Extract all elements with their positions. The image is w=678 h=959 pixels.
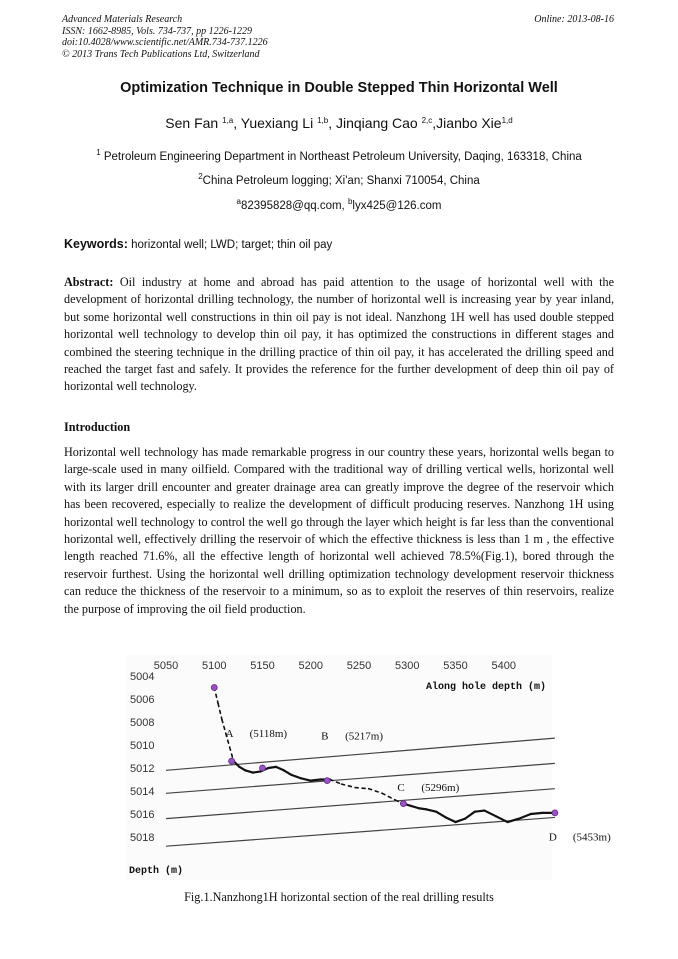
trajectory-marker: [229, 758, 235, 764]
author-name: Jianbo Xie: [436, 115, 502, 131]
author-list: Sen Fan $^{1,a}$, Yuexiang Li $^{1,b}$, Jinqiang Cao $^{2,c}$,Jianbo Xie$^{1,d}$: [165, 115, 513, 131]
email-sup: b: [347, 197, 353, 206]
trajectory-chart: [126, 655, 611, 880]
x-tick-label: 5250: [346, 660, 372, 672]
point-label: D: [548, 831, 557, 844]
author-emails: [0, 197, 678, 212]
keywords-text: horizontal well; LWD; target; thin oil pay: [131, 239, 333, 251]
keywords-label: Keywords:: [64, 237, 128, 251]
y-axis-label: Depth (m): [129, 866, 184, 877]
point-depth-label: (5296m): [421, 782, 460, 794]
author-sup: 1,d: [501, 116, 513, 125]
paper-title: Optimization Technique in Double Stepped Thin Horizontal Well: [120, 80, 558, 96]
point-label: C: [397, 782, 405, 794]
trajectory-segment: [531, 813, 543, 814]
trajectory-marker: [324, 778, 330, 784]
x-tick-label: 5300: [395, 660, 420, 672]
affiliation-text: Petroleum Engineering Department in Northeast Petroleum University, Daqing, 163318, China: [103, 151, 582, 163]
affiliation-2: [0, 172, 678, 187]
issn-line: ISSN: 1662-8985, Vols. 734-737, pp 1226-1229: [62, 25, 252, 37]
trajectory-segment: [475, 811, 485, 812]
x-tick-label: 5200: [298, 660, 323, 672]
point-depth-label: (5118m): [249, 727, 288, 740]
journal-header: [62, 14, 268, 60]
trajectory-marker: [260, 765, 266, 771]
journal-name: Advanced Materials Research: [62, 14, 183, 25]
author-sup: 1,a: [222, 116, 234, 125]
x-tick-label: 5350: [443, 660, 468, 672]
trajectory-marker: [400, 801, 406, 807]
trajectory-segment: [253, 771, 261, 772]
y-tick-label: 5012: [130, 763, 155, 775]
abstract-paragraph: [64, 274, 614, 396]
y-tick-label: 5004: [130, 671, 155, 683]
affiliation-sup: 2: [198, 172, 203, 181]
affiliation-sup: 1: [96, 148, 101, 157]
point-depth-label: (5453m): [572, 831, 611, 844]
point-label: A: [225, 727, 234, 740]
figure-caption: Fig.1.Nanzhong1H horizontal section of the real drilling results: [184, 890, 494, 904]
abstract-label: Abstract:: [64, 275, 114, 289]
introduction-heading: Introduction: [64, 420, 131, 434]
copyright-line: © 2013 Trans Tech Publications Ltd, Switzerland: [62, 48, 260, 60]
trajectory-marker: [211, 685, 217, 691]
email-a: 82395828@qq.com,: [241, 200, 345, 212]
point-label: B: [321, 730, 329, 743]
email-b: lyx425@126.com: [352, 200, 442, 212]
introduction-paragraph: Horizontal well technology has made remarkable progress in our country these years, horizontal wells began to large-scale used in many oilfield. Compared with the traditional way of drilling vertical wells, horizontal well with its larger drill encounter and greater drainage area can greatly improve the degree of the reservoir which has been recovered, especially to realize the development of difficult producing reserves. Nanzhong 1H using horizontal well technology to control the well go through the layer which height is far less than the conventional horizontal well, effectively drilling the reservoir of which the effective thickness is less than 1 m , the effective length reached 71.6%, all the effective length of horizontal well achieved 78.5%(Fig.1), bored through the reservoir furthest. Using the horizontal well drilling optimization technology development reservoir thickness can reduce the thickness of the reservoir to a minimum, so as to exploit the reserves of thin reservoirs, realize the purpose of improving the oil field production.: [64, 445, 614, 616]
author-name: Jinqiang Cao: [335, 115, 418, 131]
trajectory-segment: [268, 767, 276, 768]
x-tick-label: 5050: [153, 660, 179, 672]
author-sup: 2,c: [421, 116, 433, 125]
author-sup: 1,b: [317, 116, 329, 125]
y-tick-label: 5016: [130, 809, 155, 821]
x-tick-label: 5150: [250, 660, 275, 672]
x-axis-label: Along hole depth (m): [426, 682, 547, 693]
email-sup: a: [236, 197, 241, 206]
online-date: Online: 2013-08-16: [534, 14, 614, 25]
author-name: Yuexiang Li: [240, 115, 314, 131]
point-depth-label: (5217m): [345, 730, 384, 743]
trajectory-segment: [311, 780, 321, 781]
trajectory-marker: [552, 810, 558, 816]
abstract-text: Oil industry at home and abroad has paid attention to the usage of horizontal well with the development of horizontal drilling technology, the number of horizontal well is increasing year by year inland, but some horizontal well constructions in thin oil pay is not ideal. Nanzhong 1H well has used double stepped horizontal well technology to develop thin oil pay, it has optimized the constructions in different stages and combined the steering technique in the drilling practice of thin oil pay, it has accelerated the drilling speed and reached the target fast and safely. It provides the reference for the further development of deep thin oil pay of horizontal well technology.: [64, 275, 615, 394]
trajectory-segment: [419, 808, 427, 809]
author-name: Sen Fan: [165, 115, 219, 131]
keywords-line: [64, 237, 332, 251]
y-tick-label: 5006: [130, 694, 155, 706]
affiliation-text: China Petroleum logging; Xi'an; Shanxi 710054, China: [202, 175, 480, 187]
affiliation-1: [0, 148, 678, 163]
y-tick-label: 5014: [130, 786, 155, 798]
x-tick-label: 5400: [491, 660, 516, 672]
doi-line: doi:10.4028/www.scientific.net/AMR.734-737.1226: [62, 37, 268, 49]
y-tick-label: 5008: [130, 717, 155, 729]
y-tick-label: 5018: [130, 832, 155, 844]
y-tick-label: 5010: [130, 740, 155, 752]
x-tick-label: 5100: [202, 660, 227, 672]
